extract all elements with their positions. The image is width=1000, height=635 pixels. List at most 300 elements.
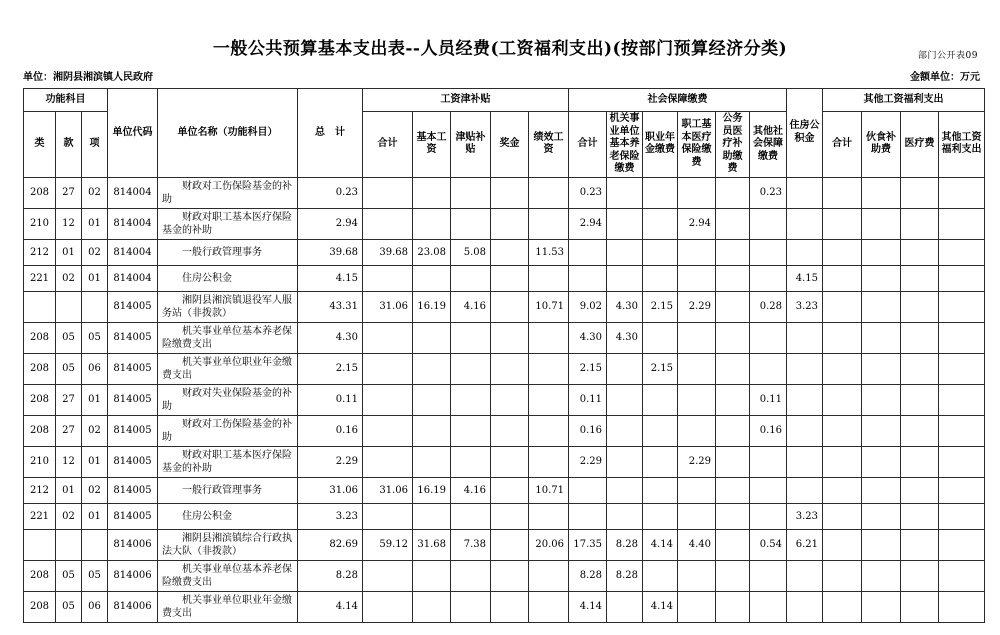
table-cell	[491, 322, 529, 353]
table-cell: 2.29	[569, 446, 607, 477]
table-cell: 31.06	[363, 291, 413, 322]
table-cell: 208	[24, 384, 56, 415]
table-cell	[451, 322, 491, 353]
table-cell	[413, 265, 451, 291]
table-cell	[750, 560, 787, 591]
table-cell: 208	[24, 415, 56, 446]
table-cell	[901, 265, 939, 291]
unit-name-cell: 住房公积金	[158, 265, 298, 291]
header-bonus: 奖金	[491, 112, 529, 178]
header-group-row	[24, 89, 985, 112]
unit-name-cell: 机关事业单位基本养老保险缴费支出	[158, 322, 298, 353]
table-cell	[823, 415, 862, 446]
table-cell: 208	[24, 322, 56, 353]
table-cell	[491, 291, 529, 322]
unit-name-cell: 机关事业单位职业年金缴费支出	[158, 353, 298, 384]
table-cell: 6.21	[787, 529, 823, 560]
table-cell	[862, 446, 901, 477]
table-cell	[716, 503, 750, 529]
table-cell: 4.15	[787, 265, 823, 291]
table-cell	[750, 265, 787, 291]
table-cell	[678, 353, 716, 384]
table-cell: 02	[82, 177, 108, 208]
table-cell	[901, 384, 939, 415]
table-cell	[716, 477, 750, 503]
table-cell	[529, 446, 569, 477]
header-annuity-contribution: 职业年金缴费	[643, 112, 678, 178]
table-row	[24, 591, 985, 622]
table-cell	[787, 353, 823, 384]
header-section: 款	[56, 112, 82, 178]
unit-name-cell: 湘阴县湘滨镇退役军人服务站（非拨款）	[158, 291, 298, 322]
table-cell: 0.16	[750, 415, 787, 446]
table-cell	[529, 322, 569, 353]
table-cell: 06	[82, 353, 108, 384]
table-cell: 39.68	[298, 239, 363, 265]
table-cell	[716, 353, 750, 384]
table-cell	[451, 265, 491, 291]
table-cell: 0.23	[298, 177, 363, 208]
unit-name-cell: 财政对职工基本医疗保险基金的补助	[158, 208, 298, 239]
table-cell	[939, 446, 985, 477]
amount-unit-label: 金额单位：万元	[910, 72, 980, 83]
table-cell	[363, 560, 413, 591]
table-cell	[823, 291, 862, 322]
table-cell	[643, 208, 678, 239]
table-cell	[451, 353, 491, 384]
table-cell	[939, 239, 985, 265]
unit-name-cell: 一般行政管理事务	[158, 239, 298, 265]
table-cell	[529, 503, 569, 529]
table-cell	[56, 291, 82, 322]
table-body	[24, 177, 985, 622]
table-cell: 0.23	[750, 177, 787, 208]
table-cell	[607, 384, 643, 415]
table-cell	[491, 353, 529, 384]
table-cell	[529, 265, 569, 291]
table-cell	[678, 322, 716, 353]
table-cell	[607, 415, 643, 446]
table-cell: 06	[82, 591, 108, 622]
table-cell: 8.28	[607, 560, 643, 591]
table-cell	[787, 239, 823, 265]
table-row	[24, 529, 985, 560]
table-cell	[413, 353, 451, 384]
header-base-salary: 基本工资	[413, 112, 451, 178]
table-cell	[413, 322, 451, 353]
table-cell	[901, 591, 939, 622]
table-cell: 23.08	[413, 239, 451, 265]
table-cell	[823, 529, 862, 560]
table-cell	[643, 477, 678, 503]
table-cell	[901, 177, 939, 208]
table-cell	[643, 560, 678, 591]
table-cell: 4.14	[298, 591, 363, 622]
table-cell	[716, 239, 750, 265]
table-cell	[750, 591, 787, 622]
table-cell	[901, 291, 939, 322]
header-other-welfare-group: 其他工资福利支出	[823, 89, 985, 112]
table-cell: 208	[24, 177, 56, 208]
table-cell	[901, 353, 939, 384]
table-cell	[529, 384, 569, 415]
unit-name-cell: 财政对失业保险基金的补助	[158, 384, 298, 415]
table-cell	[678, 477, 716, 503]
table-cell	[607, 591, 643, 622]
table-cell	[823, 177, 862, 208]
table-cell	[451, 560, 491, 591]
table-cell	[787, 322, 823, 353]
table-cell	[529, 415, 569, 446]
table-cell	[862, 560, 901, 591]
unit-name-cell: 机关事业单位基本养老保险缴费支出	[158, 560, 298, 591]
table-cell: 01	[82, 446, 108, 477]
table-cell: 2.15	[298, 353, 363, 384]
table-cell: 4.40	[678, 529, 716, 560]
table-cell	[363, 353, 413, 384]
table-cell	[643, 415, 678, 446]
table-cell: 3.23	[787, 503, 823, 529]
table-cell: 814005	[108, 446, 158, 477]
header-medical-insurance: 职工基本医疗保险缴费	[678, 112, 716, 178]
table-cell	[607, 353, 643, 384]
table-cell	[862, 477, 901, 503]
table-cell: 01	[82, 503, 108, 529]
table-cell: 814005	[108, 415, 158, 446]
table-cell	[823, 353, 862, 384]
table-cell: 4.14	[643, 529, 678, 560]
header-meal-subsidy: 伙食补助费	[862, 112, 901, 178]
table-cell: 4.16	[451, 291, 491, 322]
table-cell: 0.11	[298, 384, 363, 415]
header-social-security-group: 社会保障缴费	[569, 89, 787, 112]
table-cell	[939, 291, 985, 322]
table-cell: 9.02	[569, 291, 607, 322]
table-cell	[716, 415, 750, 446]
table-cell	[491, 177, 529, 208]
table-cell	[363, 503, 413, 529]
table-cell	[716, 322, 750, 353]
table-cell: 0.11	[569, 384, 607, 415]
table-cell: 814006	[108, 560, 158, 591]
table-row	[24, 446, 985, 477]
table-cell: 210	[24, 446, 56, 477]
table-cell: 2.29	[678, 446, 716, 477]
table-cell	[823, 446, 862, 477]
table-cell	[716, 529, 750, 560]
table-row	[24, 560, 985, 591]
table-cell	[529, 208, 569, 239]
table-cell	[451, 208, 491, 239]
table-cell: 3.23	[787, 291, 823, 322]
table-cell: 208	[24, 560, 56, 591]
header-grand-total: 总 计	[298, 89, 363, 178]
table-cell: 814005	[108, 384, 158, 415]
table-cell: 05	[82, 322, 108, 353]
table-cell	[862, 529, 901, 560]
table-cell	[24, 529, 56, 560]
table-cell: 05	[82, 560, 108, 591]
table-cell	[750, 477, 787, 503]
table-cell: 0.16	[298, 415, 363, 446]
table-cell	[529, 560, 569, 591]
header-salary-allowance-group: 工资津补贴	[363, 89, 569, 112]
unit-name-cell: 财政对工伤保险基金的补助	[158, 415, 298, 446]
table-row	[24, 239, 985, 265]
table-cell: 212	[24, 477, 56, 503]
unit-name-cell: 一般行政管理事务	[158, 477, 298, 503]
table-cell	[901, 322, 939, 353]
table-cell: 8.28	[298, 560, 363, 591]
table-cell	[750, 239, 787, 265]
table-cell: 814004	[108, 265, 158, 291]
table-cell	[678, 177, 716, 208]
table-cell: 212	[24, 239, 56, 265]
table-cell	[901, 415, 939, 446]
reporting-unit-label: 单位：湘阴县湘滨镇人民政府	[23, 72, 153, 83]
table-cell	[939, 265, 985, 291]
table-cell: 01	[82, 384, 108, 415]
table-cell	[862, 208, 901, 239]
table-cell	[823, 591, 862, 622]
table-cell	[901, 477, 939, 503]
table-cell	[787, 415, 823, 446]
table-row	[24, 503, 985, 529]
table-cell	[901, 446, 939, 477]
table-cell	[569, 503, 607, 529]
table-cell	[363, 265, 413, 291]
table-cell: 16.19	[413, 291, 451, 322]
table-cell: 814005	[108, 291, 158, 322]
table-row	[24, 322, 985, 353]
table-cell: 7.38	[451, 529, 491, 560]
table-cell: 814005	[108, 477, 158, 503]
table-cell	[901, 560, 939, 591]
table-cell: 2.29	[678, 291, 716, 322]
table-cell	[607, 446, 643, 477]
table-cell	[678, 415, 716, 446]
table-cell	[643, 503, 678, 529]
table-cell	[750, 503, 787, 529]
table-cell: 05	[56, 560, 82, 591]
table-cell	[787, 591, 823, 622]
table-cell: 43.31	[298, 291, 363, 322]
table-cell	[413, 446, 451, 477]
unit-name-cell: 财政对职工基本医疗保险基金的补助	[158, 446, 298, 477]
table-cell	[939, 322, 985, 353]
table-cell	[787, 446, 823, 477]
table-cell	[939, 591, 985, 622]
table-cell	[491, 208, 529, 239]
table-cell	[569, 239, 607, 265]
table-cell	[82, 529, 108, 560]
table-cell	[716, 265, 750, 291]
table-cell	[607, 239, 643, 265]
table-cell: 2.94	[569, 208, 607, 239]
table-cell: 210	[24, 208, 56, 239]
table-cell: 0.28	[750, 291, 787, 322]
table-cell	[413, 177, 451, 208]
table-cell	[363, 384, 413, 415]
table-cell	[862, 353, 901, 384]
table-cell	[643, 322, 678, 353]
unit-name-cell: 机关事业单位职业年金缴费支出	[158, 591, 298, 622]
table-cell: 2.94	[298, 208, 363, 239]
table-cell: 31.06	[298, 477, 363, 503]
table-cell: 17.35	[569, 529, 607, 560]
budget-expenditure-table	[23, 88, 985, 623]
header-item: 项	[82, 112, 108, 178]
table-row	[24, 353, 985, 384]
table-cell	[823, 208, 862, 239]
table-cell: 814004	[108, 177, 158, 208]
table-cell	[901, 208, 939, 239]
table-cell	[823, 503, 862, 529]
table-cell: 4.14	[643, 591, 678, 622]
table-cell	[491, 529, 529, 560]
table-cell: 8.28	[607, 529, 643, 560]
table-cell: 02	[82, 239, 108, 265]
table-cell	[678, 384, 716, 415]
table-cell	[451, 446, 491, 477]
table-cell	[750, 322, 787, 353]
table-cell: 4.30	[607, 291, 643, 322]
header-medical-fee: 医疗费	[901, 112, 939, 178]
table-cell	[787, 560, 823, 591]
table-cell	[862, 239, 901, 265]
table-cell	[643, 177, 678, 208]
table-cell	[939, 353, 985, 384]
table-cell	[363, 322, 413, 353]
page-title: 一般公共预算基本支出表--人员经费(工资福利支出)(按部门预算经济分类)	[212, 39, 788, 59]
header-functional-subject-group: 功能科目	[24, 89, 108, 112]
table-cell	[363, 446, 413, 477]
table-cell	[451, 503, 491, 529]
table-cell	[901, 503, 939, 529]
table-cell	[643, 384, 678, 415]
table-row	[24, 208, 985, 239]
table-cell: 59.12	[363, 529, 413, 560]
table-cell: 05	[56, 353, 82, 384]
table-cell	[939, 529, 985, 560]
table-cell	[716, 446, 750, 477]
table-cell	[678, 265, 716, 291]
table-cell	[491, 560, 529, 591]
table-cell	[607, 503, 643, 529]
table-cell: 01	[82, 208, 108, 239]
table-cell: 02	[82, 415, 108, 446]
form-number-label: 部门公开表09	[918, 51, 978, 61]
table-cell	[413, 560, 451, 591]
table-cell	[750, 208, 787, 239]
table-cell: 31.68	[413, 529, 451, 560]
unit-name-cell: 住房公积金	[158, 503, 298, 529]
table-cell	[787, 384, 823, 415]
header-housing-fund: 住房公积金	[787, 89, 823, 178]
table-cell: 4.30	[569, 322, 607, 353]
table-cell	[413, 208, 451, 239]
header-social-subtotal: 合计	[569, 112, 607, 178]
table-cell	[823, 560, 862, 591]
table-cell	[491, 591, 529, 622]
table-cell	[451, 415, 491, 446]
table-cell: 27	[56, 415, 82, 446]
table-cell	[413, 591, 451, 622]
table-cell: 814005	[108, 322, 158, 353]
table-cell	[529, 353, 569, 384]
header-unit-code: 单位代码	[108, 89, 158, 178]
table-cell: 2.15	[569, 353, 607, 384]
table-cell: 82.69	[298, 529, 363, 560]
table-cell: 27	[56, 384, 82, 415]
table-cell	[529, 591, 569, 622]
table-cell: 02	[56, 503, 82, 529]
table-row	[24, 384, 985, 415]
table-cell	[643, 446, 678, 477]
table-cell: 39.68	[363, 239, 413, 265]
header-other-social-security: 其他社会保障缴费	[750, 112, 787, 178]
table-cell	[363, 208, 413, 239]
table-row	[24, 477, 985, 503]
table-cell	[678, 560, 716, 591]
table-cell	[82, 291, 108, 322]
table-cell: 0.16	[569, 415, 607, 446]
header-other-subtotal: 合计	[823, 112, 862, 178]
table-cell: 0.23	[569, 177, 607, 208]
meta-row	[23, 68, 980, 83]
unit-name-cell: 湘阴县湘滨镇综合行政执法大队（非拨款）	[158, 529, 298, 560]
table-cell: 11.53	[529, 239, 569, 265]
table-cell	[491, 446, 529, 477]
table-cell: 4.30	[298, 322, 363, 353]
table-cell: 01	[82, 265, 108, 291]
table-cell	[607, 208, 643, 239]
table-cell	[363, 415, 413, 446]
header-performance-pay: 绩效工资	[529, 112, 569, 178]
table-cell	[491, 384, 529, 415]
table-cell	[939, 503, 985, 529]
table-cell: 10.71	[529, 477, 569, 503]
table-cell	[787, 177, 823, 208]
header-salary-subtotal: 合计	[363, 112, 413, 178]
table-cell: 0.11	[750, 384, 787, 415]
table-cell	[862, 503, 901, 529]
table-cell	[491, 415, 529, 446]
table-cell: 05	[56, 591, 82, 622]
table-cell: 221	[24, 503, 56, 529]
table-cell	[451, 591, 491, 622]
table-cell: 01	[56, 239, 82, 265]
table-cell	[939, 208, 985, 239]
table-cell: 814006	[108, 529, 158, 560]
header-civil-servant-medical: 公务员医疗补助缴费	[716, 112, 750, 178]
table-cell	[451, 177, 491, 208]
table-row	[24, 415, 985, 446]
table-cell: 208	[24, 353, 56, 384]
header-unit-name: 单位名称（功能科目）	[158, 89, 298, 178]
table-cell	[862, 265, 901, 291]
table-cell: 5.08	[451, 239, 491, 265]
table-cell	[678, 239, 716, 265]
table-cell	[363, 177, 413, 208]
table-row	[24, 291, 985, 322]
table-cell	[491, 477, 529, 503]
table-cell	[491, 503, 529, 529]
table-cell: 814005	[108, 353, 158, 384]
table-cell: 12	[56, 446, 82, 477]
table-cell	[862, 415, 901, 446]
table-cell: 8.28	[569, 560, 607, 591]
